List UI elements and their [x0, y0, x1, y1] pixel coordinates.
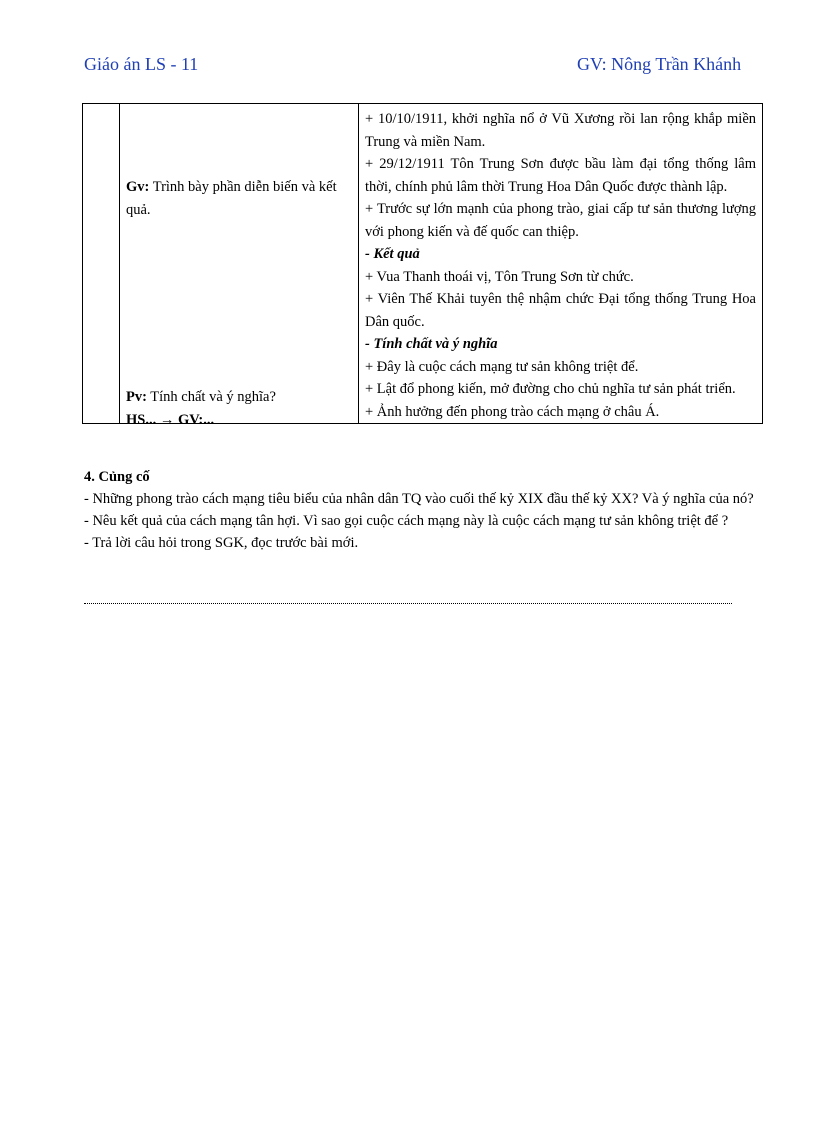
content-line: + Lật đổ phong kiến, mở đường cho chủ nghĩa tư sản phát triển.	[365, 381, 736, 397]
subheading-significance: - Tính chất và ý nghĩa	[365, 336, 498, 352]
content-line: + 29/12/1911 Tôn Trung Sơn được bầu làm đại tổng thống lâm thời, chính phủ lâm thời Trung Hoa Dân Quốc được thành lập.	[365, 156, 756, 195]
table-cell-content	[359, 104, 763, 424]
content-line: + Vua Thanh thoái vị, Tôn Trung Sơn từ chức.	[365, 268, 634, 285]
content-line: + 10/10/1911, khởi nghĩa nổ ở Vũ Xương rồi lan rộng khắp miền Trung và miền Nam.	[365, 111, 756, 150]
review-question: - Nêu kết quả của cách mạng tân hợi. Vì sao gọi cuộc cách mạng này là cuộc cách mạng tư sản không triệt để ?	[84, 513, 729, 529]
dotted-divider	[84, 603, 732, 604]
content-line: + Đây là cuộc cách mạng tư sản không triệt để.	[365, 358, 639, 375]
content-line: + Viên Thế Khải tuyên thệ nhậm chức Đại tổng thống Trung Hoa Dân quốc.	[365, 291, 756, 330]
content-line: + Trước sự lớn mạnh của phong trào, giai cấp tư sản thương lượng với phong kiến và đế quốc can thiệp.	[365, 201, 756, 240]
consolidation-section	[84, 466, 759, 554]
gv-text: Trình bày phần diễn biến và kết quả.	[126, 179, 337, 218]
header-subject: Giáo án LS - 11	[84, 54, 199, 74]
gv-label: Gv:	[126, 179, 150, 195]
teacher-activity-2	[126, 386, 350, 431]
hs-text: HS... → GV:...	[126, 411, 215, 428]
table-cell-activities	[120, 104, 359, 428]
lesson-table	[82, 103, 763, 428]
review-question: - Trả lời câu hỏi trong SGK, đọc trước bài mới.	[84, 535, 359, 551]
pv-label: Pv:	[126, 389, 147, 405]
content-line: + Ảnh hưởng đến phong trào cách mạng ở châu Á.	[365, 403, 660, 420]
section-title: 4. Củng cố	[84, 469, 150, 485]
teacher-activity-1	[126, 176, 350, 221]
subheading-result: - Kết quả	[365, 246, 420, 262]
review-question: - Những phong trào cách mạng tiêu biểu của nhân dân TQ vào cuối thế kỷ XIX đầu thế kỷ XX? Và ý nghĩa của nó?	[84, 491, 754, 507]
pv-text: Tính chất và ý nghĩa?	[146, 389, 276, 405]
table-row	[83, 104, 763, 424]
header-teacher: GV: Nông Trần Khánh	[577, 54, 742, 74]
table-cell-empty	[83, 104, 120, 424]
